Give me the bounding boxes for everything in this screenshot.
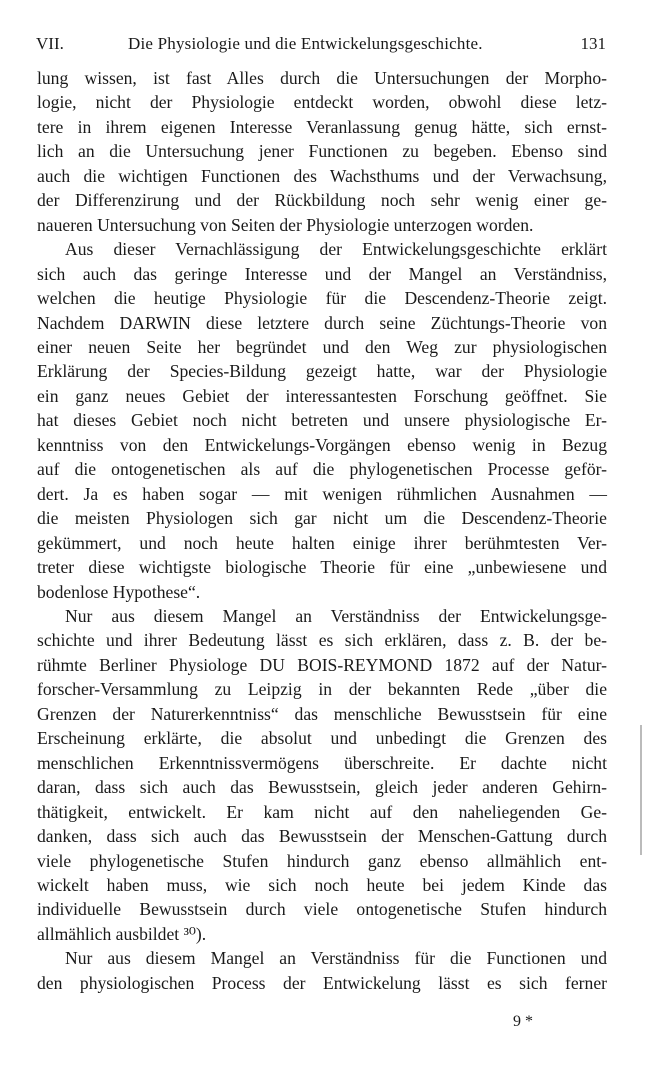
text-line: auf die ontogenetischen als auf die phylogenetischen Processe geför- — [37, 459, 607, 480]
text-line: den physiologischen Process der Entwickelung lässt es sich ferner — [37, 972, 607, 993]
text-line: Erscheinung erklärte, die absolut und unbedingt die Grenzen des — [37, 728, 607, 749]
text-line: Nur aus diesem Mangel an Verständniss der Entwickelungsge- — [65, 605, 607, 626]
text-line: tere in ihrem eigenen Interesse Veranlassung genug hätte, sich ernst- — [37, 116, 607, 137]
text-line: danken, dass sich auch das Bewusstsein der Menschen-Gattung durch — [37, 826, 607, 847]
text-line: dert. Ja es haben sogar — mit wenigen rühmlichen Ausnahmen — — [37, 483, 607, 504]
page-number: 131 — [580, 34, 606, 53]
text-line: schichte und ihrer Bedeutung lässt es sich erklären, dass z. B. der be- — [37, 630, 607, 651]
text-line: allmählich ausbildet ³⁰). — [37, 923, 207, 944]
running-title: Die Physiologie und die Entwickelungsgeschichte. — [128, 34, 483, 53]
text-line: auch die wichtigen Functionen des Wachsthums und der Verwachsung, — [37, 165, 607, 186]
text-line: naueren Untersuchung von Seiten der Physiologie unterzogen worden. — [37, 214, 534, 235]
chapter-number: VII. — [36, 34, 64, 53]
text-line: lung wissen, ist fast Alles durch die Untersuchungen der Morpho- — [37, 68, 607, 88]
text-line: Nur aus diesem Mangel an Verständniss für die Functionen und — [65, 948, 607, 969]
text-line: Grenzen der Naturerkenntniss“ das menschliche Bewusstsein für eine — [37, 703, 607, 724]
text-line: wickelt haben muss, wie sich noch heute bei jedem Kinde das — [37, 874, 607, 895]
text-line: forscher-Versammlung zu Leipzig in der bekannten Rede „über die — [37, 679, 607, 700]
text-line: die meisten Physiologen sich gar nicht um die Descendenz-Theorie — [37, 508, 607, 529]
text-line: logie, nicht der Physiologie entdeckt worden, obwohl diese letz- — [37, 92, 607, 113]
text-line: individuelle Bewusstsein durch viele ontogenetische Stufen hindurch — [37, 899, 607, 920]
body-text — [37, 66, 607, 995]
text-line: gekümmert, und noch heute halten einige ihrer berühmtesten Ver- — [37, 532, 607, 553]
text-line: treter diese wichtigste biologische Theorie für eine „unbewiesene und — [37, 557, 607, 578]
text-line: ein ganz neues Gebiet der interessantesten Forschung geöffnet. Sie — [37, 385, 607, 406]
text-line: kenntniss von den Entwickelungs-Vorgängen ebenso wenig in Bezug — [37, 434, 607, 455]
margin-scan-mark — [640, 725, 642, 855]
text-line: einer neuen Seite her begründet und den Weg zur physiologischen — [37, 336, 607, 357]
text-line: Nachdem DARWIN diese letztere durch seine Züchtungs-Theorie von — [37, 312, 607, 333]
text-line: der Differenzirung und der Rückbildung noch sehr wenig einer ge- — [37, 190, 607, 211]
text-line: rühmte Berliner Physiologe DU BOIS-REYMOND 1872 auf der Natur- — [37, 654, 607, 675]
text-line: viele phylogenetische Stufen hindurch ganz ebenso allmählich ent- — [37, 850, 607, 871]
text-line: sich auch das geringe Interesse und der Mangel an Verständniss, — [37, 263, 607, 284]
running-header — [36, 34, 606, 60]
signature-mark: 9 * — [513, 1013, 533, 1030]
text-line: lich an die Untersuchung jener Functionen zu begeben. Ebenso sind — [37, 141, 607, 162]
text-line: welchen die heutige Physiologie für die Descendenz-Theorie zeigt. — [37, 288, 607, 309]
text-line: Erklärung der Species-Bildung gezeigt hatte, war der Physiologie — [37, 361, 607, 382]
text-line: thätigkeit, entwickelt. Er kam nicht auf den naheliegenden Ge- — [37, 801, 607, 822]
text-line: hat dieses Gebiet noch nicht betreten und unsere physiologische Er- — [37, 410, 607, 431]
text-line: daran, dass sich auch das Bewusstsein, gleich jeder anderen Gehirn- — [37, 777, 607, 798]
text-line: bodenlose Hypothese“. — [37, 581, 201, 602]
text-line: Aus dieser Vernachlässigung der Entwickelungsgeschichte erklärt — [65, 239, 607, 260]
text-line: menschlichen Erkenntnissvermögens überschreite. Er dachte nicht — [37, 752, 607, 773]
